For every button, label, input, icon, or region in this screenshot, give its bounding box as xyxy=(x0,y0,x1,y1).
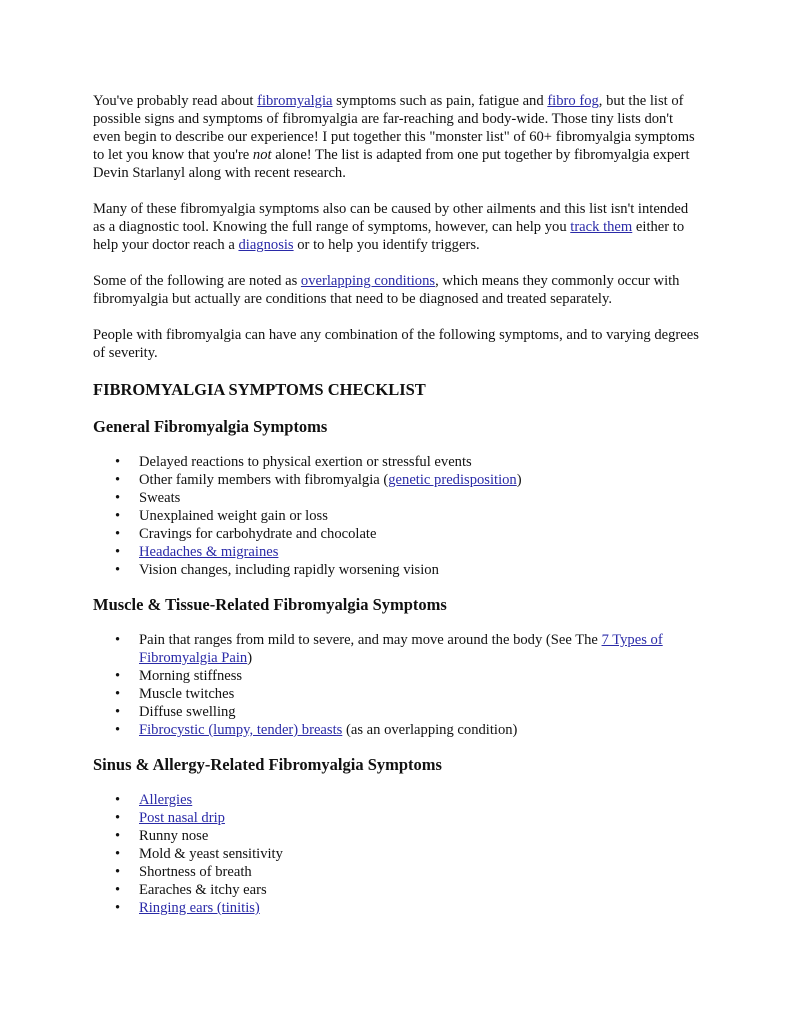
list-item xyxy=(139,471,703,489)
text-run: (as an overlapping condition) xyxy=(342,722,518,738)
list-item xyxy=(139,543,703,561)
list-item: • Cravings for carbohydrate and chocolate xyxy=(139,525,703,543)
list-item: • Delayed reactions to physical exertion or stressful events xyxy=(139,453,703,471)
list-item xyxy=(139,791,703,809)
list-item xyxy=(139,809,703,827)
list-item: • Earaches & itchy ears xyxy=(139,881,703,899)
text-run: ) xyxy=(247,650,253,666)
document-content xyxy=(93,92,703,933)
list-item xyxy=(139,721,703,739)
ringing-ears-link[interactable]: Ringing ears (tinitis) xyxy=(139,900,260,916)
muscle-symptoms-heading: Muscle & Tissue-Related Fibromyalgia Symptoms xyxy=(93,595,447,614)
muscle-symptoms-list xyxy=(93,631,703,739)
list-item: • Vision changes, including rapidly worsening vision xyxy=(139,561,703,579)
list-item: • Shortness of breath xyxy=(139,863,703,881)
text-run: Other family members with fibromyalgia ( xyxy=(139,472,389,488)
text-run: Some of the following are noted as xyxy=(93,273,301,289)
text-run: alone! The list is adapted from one put together by fibromyalgia expert Devin Starlanyl along with recent research. xyxy=(93,147,690,181)
sinus-symptoms-heading: Sinus & Allergy-Related Fibromyalgia Symptoms xyxy=(93,755,442,774)
text-run: Many of these fibromyalgia symptoms also can be caused by other ailments and this list isn't intended as a diagnostic tool. Knowing the full range of symptoms, however, can help you xyxy=(93,201,689,235)
overlapping-conditions-link[interactable]: overlapping conditions xyxy=(300,273,436,289)
list-item: • Morning stiffness xyxy=(139,667,703,685)
text-run: , which means they commonly occur with fibromyalgia but actually are conditions that need to be diagnosed and treated separately. xyxy=(93,273,680,307)
list-item xyxy=(139,631,703,667)
text-run: either to help your doctor reach a xyxy=(93,219,685,253)
allergies-link[interactable]: Allergies xyxy=(139,792,193,808)
list-item xyxy=(139,899,703,917)
emphasis-text: not xyxy=(252,147,272,163)
fibrocystic-breasts-link[interactable]: Fibrocystic (lumpy, tender) breasts xyxy=(139,722,343,738)
genetic-predisposition-link[interactable]: genetic predisposition xyxy=(388,472,517,488)
seven-types-pain-link[interactable]: 7 Types of Fibromyalgia Pain xyxy=(139,632,663,666)
text-run: , but the list of possible signs and symptoms of fibromyalgia are far-reaching and body-wide. Those tiny lists don't even begin to describe our experience! I put together this "monster list" of 60+ fibromyalgia symptoms to let you know that you're xyxy=(93,93,695,163)
list-item: • Muscle twitches xyxy=(139,685,703,703)
post-nasal-drip-link[interactable]: Post nasal drip xyxy=(139,810,225,826)
list-item: • Sweats xyxy=(139,489,703,507)
checklist-title: FIBROMYALGIA SYMPTOMS CHECKLIST xyxy=(93,380,426,399)
list-item: • Diffuse swelling xyxy=(139,703,703,721)
list-item: • Unexplained weight gain or loss xyxy=(139,507,703,525)
sinus-symptoms-list xyxy=(93,791,703,917)
fibromyalgia-link[interactable]: fibromyalgia xyxy=(257,93,333,109)
text-run: ) xyxy=(516,472,522,488)
text-run: symptoms such as pain, fatigue and xyxy=(332,93,548,109)
general-symptoms-heading: General Fibromyalgia Symptoms xyxy=(93,417,328,436)
intro-paragraph-3 xyxy=(93,272,703,308)
intro-paragraph-1 xyxy=(93,92,703,182)
headaches-migraines-link[interactable]: Headaches & migraines xyxy=(139,544,279,560)
text-run: Pain that ranges from mild to severe, and may move around the body (See The xyxy=(139,632,602,648)
fibro-fog-link[interactable]: fibro fog xyxy=(547,93,599,109)
general-symptoms-list xyxy=(93,453,703,579)
track-them-link[interactable]: track them xyxy=(570,219,633,235)
text-run: You've probably read about xyxy=(93,93,258,109)
list-item: • Runny nose xyxy=(139,827,703,845)
text-run: or to help you identify triggers. xyxy=(293,237,480,253)
intro-paragraph-4: People with fibromyalgia can have any combination of the following symptoms, and to varying degrees of severity. xyxy=(93,327,699,361)
list-item: • Mold & yeast sensitivity xyxy=(139,845,703,863)
intro-paragraph-2 xyxy=(93,200,703,254)
diagnosis-link[interactable]: diagnosis xyxy=(238,237,294,253)
